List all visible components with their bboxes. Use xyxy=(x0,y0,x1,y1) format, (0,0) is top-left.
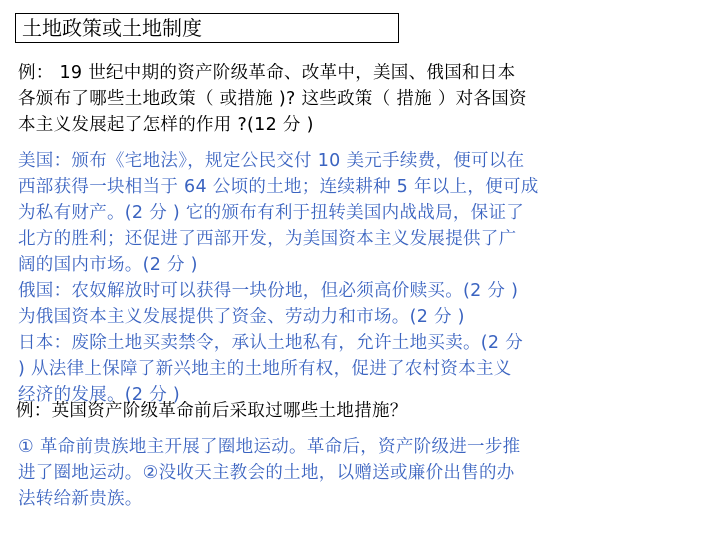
answer-1: 美国：颁布《宅地法》，规定公民交付 10 美元手续费，便可以在 西部获得一块相当于 64 公顷的土地；连续耕种 5 年以上，便可成 为私有财产。(2 分 ) 它的颁布有利于扭转美国内战战局，保证了 北方的胜利；还促进了西部开发，为美国资本主义发展提供了广 阔的国内市场。(2 分 ) 俄国：农奴解放时可以获得一块份地，但必须高价赎买。(2 分 ) 为俄国资本主义发展提供了资金、劳动力和市场。(2 分 ) 日本：废除土地买卖禁令，承认土地私有，允许土地买卖。(2 分 ) 从法律上保障了新兴地主的土地所有权，促进了农村资本主义 经济的发展。(2 分 ) xyxy=(18,151,539,405)
question-1: 例： 19 世纪中期的资产阶级革命、改革中，美国、俄国和日本 各颁布了哪些土地政策（ 或措施 )? 这些政策（ 措施 ）对各国资 本主义发展起了怎样的作用 ?(12 分 ) xyxy=(18,63,527,135)
question-2: 例：英国资产阶级革命前后采取过哪些土地措施？ xyxy=(16,401,408,421)
page-title: 土地政策或土地制度 xyxy=(15,13,399,43)
answer-2: ① 革命前贵族地主开展了圈地运动。革命后，资产阶级进一步推 进了圈地运动。②没收天主教会的土地，以赠送或廉价出售的办 法转给新贵族。 xyxy=(18,437,521,509)
